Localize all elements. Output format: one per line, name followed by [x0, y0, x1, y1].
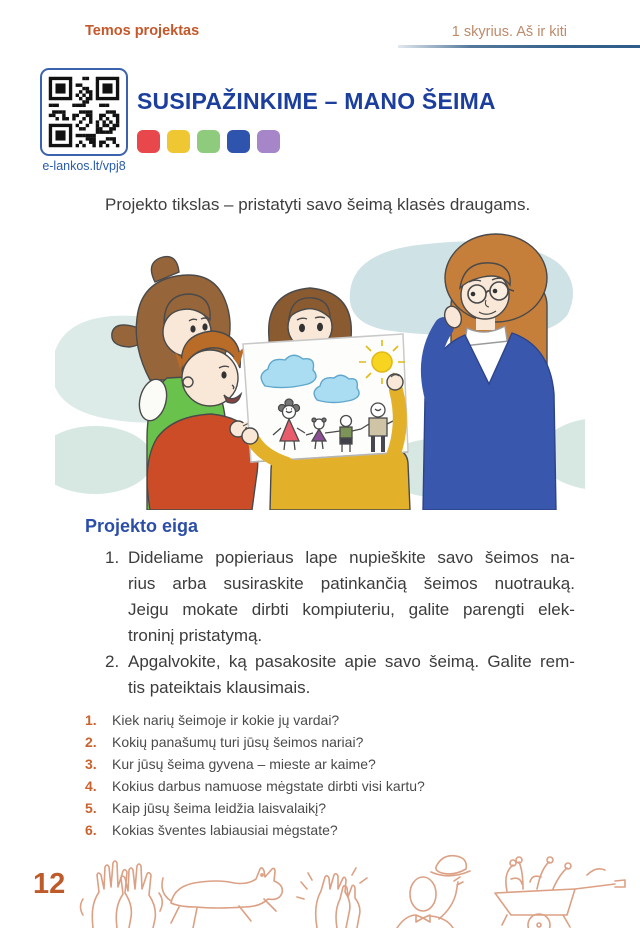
header-section-label: Temos projektas: [85, 23, 200, 39]
question-text: Kokius darbus namuose mėgstate dirbti visi kartu?: [112, 778, 425, 794]
process-steps-list: [105, 545, 575, 701]
questions-list: [85, 709, 585, 841]
header-divider-rule: [398, 45, 640, 48]
question-text: Kokių panašumų turi jūsų šeimos nariai?: [112, 734, 364, 750]
question-number: 4.: [85, 778, 97, 794]
clapping-hands-doodle: [297, 868, 367, 928]
illustration-children-presenting-family-drawing: [55, 228, 585, 510]
family-drawing-paper: [243, 334, 408, 462]
question-text: Kaip jūsų šeima leidžia laisvalaikį?: [112, 800, 326, 816]
question-item: [85, 731, 585, 753]
process-step: [105, 649, 575, 701]
question-item: [85, 709, 585, 731]
color-tag: [197, 130, 220, 153]
color-tag-row: [137, 130, 280, 153]
header-chapter-label: 1 skyrius. Aš ir kiti: [451, 24, 567, 40]
process-step: [105, 545, 575, 649]
page-number: 12: [33, 868, 66, 900]
step-text: Dideliame popieriaus lape nupieškite savo šeimos na- rius arba susiraskite patinkančią šeimos nuotrauką. Jeigu mokate dirbti kompiuteriu, galite parengti elek- troninį pristatymą.: [128, 548, 575, 645]
question-number: 3.: [85, 756, 97, 772]
color-tag: [167, 130, 190, 153]
footer-doodles: [75, 845, 640, 928]
qr-code-pattern: [44, 72, 124, 152]
question-item: [85, 775, 585, 797]
qr-url-link[interactable]: e-lankos.lt/vpj8: [42, 159, 126, 173]
lesson-title: SUSIPAŽINKIME – MANO ŠEIMA: [137, 88, 496, 114]
waving-hands-doodle: [81, 861, 163, 928]
question-number: 2.: [85, 734, 97, 750]
question-text: Kur jūsų šeima gyvena – mieste ar kaime?: [112, 756, 376, 772]
question-item: [85, 819, 585, 841]
question-text: Kokias šventes labiausiai mėgstate?: [112, 822, 338, 838]
color-tag: [137, 130, 160, 153]
question-number: 1.: [85, 712, 97, 728]
question-number: 5.: [85, 800, 97, 816]
question-text: Kiek narių šeimoje ir kokie jų vardai?: [112, 712, 340, 728]
person-tipping-hat-doodle: [397, 856, 470, 928]
wheelbarrow-with-flowers-doodle: [495, 857, 625, 928]
color-tag: [257, 130, 280, 153]
step-number: 2.: [105, 652, 120, 671]
color-tag: [227, 130, 250, 153]
project-goal-text: Projekto tikslas – pristatyti savo šeimą klasės draugams.: [105, 195, 531, 214]
question-item: [85, 797, 585, 819]
question-number: 6.: [85, 822, 97, 838]
process-heading: Projekto eiga: [85, 516, 199, 536]
step-number: 1.: [105, 548, 120, 567]
qr-code: [40, 68, 128, 156]
jumping-dog-doodle: [162, 868, 282, 928]
question-item: [85, 753, 585, 775]
step-text: Apgalvokite, ką pasakosite apie savo šeimą. Galite rem- tis pateiktais klausimais.: [128, 652, 575, 697]
